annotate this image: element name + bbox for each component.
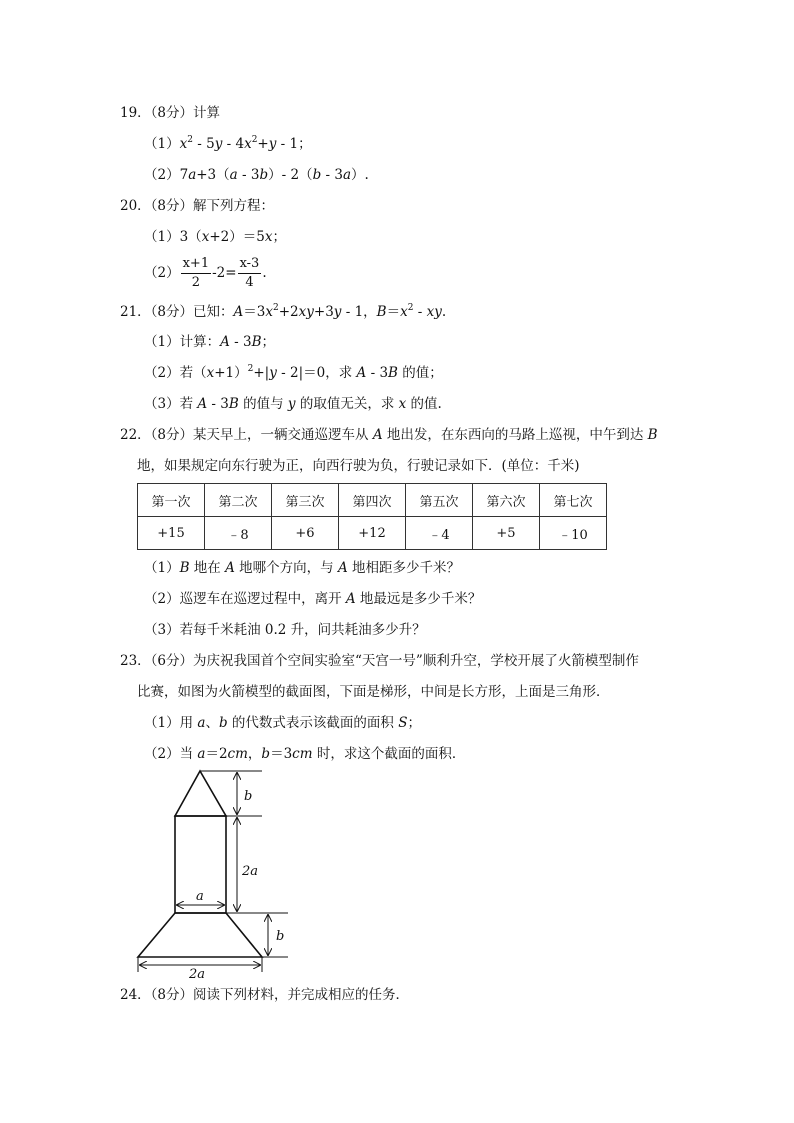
label-2a-rectangle: 2a (242, 864, 259, 879)
q21-part2: （2）若$(x+1)^2+|y - 2|=0$，求 A - 3B 的值； (144, 364, 443, 381)
q23-title-cont: 比赛，如图为火箭模型的截面图，下面是梯形，中间是长方形，上面是三角形． (137, 684, 610, 700)
table-cell: ﹣10 (540, 517, 607, 550)
q19-part1: $(1)x^2 - 5y - 4x^2+y - 1$； (144, 135, 312, 152)
table-cell: +15 (138, 517, 205, 550)
q21-title: 21．（8分）已知：$A=3x^2+2xy+3y - 1$，$B=x^2$ - xy. (120, 303, 447, 320)
table-header-cell: 第一次 (138, 484, 205, 517)
table-header-cell: 第二次 (205, 484, 272, 517)
label-b-trapezoid: b (276, 929, 285, 944)
label-b-triangle: b (244, 789, 253, 804)
q21-part3: （3）若 A - 3B 的值与 y 的取值无关，求 x 的值. (144, 396, 442, 412)
table-header-cell: 第六次 (473, 484, 540, 517)
q19-title: 19．（8分）计算 (120, 105, 221, 121)
fraction-1: $\frac{x+1}{2}$ (182, 256, 210, 290)
table-header-cell: 第五次 (406, 484, 473, 517)
label-a-top-base: a (196, 889, 204, 904)
q22-part3: （3）若每千米耗油 0.2 升，问共耗油多少升？ (144, 622, 426, 638)
trapezoid-bottom (138, 913, 262, 957)
q20-part1: （1）3（x+2）＝5x； (144, 229, 286, 245)
triangle-top (175, 771, 226, 816)
table-cell: +12 (339, 517, 406, 550)
table-cell: +5 (473, 517, 540, 550)
q19-part2: （2）7a+3（a - 3b）- 2（b - 3a）. (144, 167, 369, 183)
table-header-cell: 第四次 (339, 484, 406, 517)
q22-title-cont: 地，如果规定向东行驶为正，向西行驶为负，行驶记录如下．(单位：千米) (137, 458, 580, 474)
table-cell: ﹣8 (205, 517, 272, 550)
table-header-cell: 第七次 (540, 484, 607, 517)
q23-title: 23．（6分）为庆祝我国首个空间实验室“天宫一号”顺利升空，学校开展了火箭模型制作 (120, 653, 639, 669)
table-cell: ﹣4 (406, 517, 473, 550)
fraction-2: $\frac{x-3}{4}$ (239, 256, 260, 290)
q24-title: 24．（8分）阅读下列材料，并完成相应的任务． (120, 987, 410, 1003)
label-2a-bottom-base: 2a (189, 967, 206, 982)
table-cell: +6 (272, 517, 339, 550)
q20-title: 20．（8分）解下列方程： (120, 198, 275, 214)
q23-part1: （1）用 a、b 的代数式表示该截面的面积 S； (144, 715, 421, 731)
table-header-cell: 第三次 (272, 484, 339, 517)
q23-part2: （2）当 a＝2cm，b＝3cm 时，求这个截面的面积． (144, 746, 466, 762)
q22-part2: （2）巡逻车在巡逻过程中，离开 A 地最远是多少千米？ (144, 591, 482, 607)
q20-part2: （2） $\frac{x+1}{2}$ -2= $\frac{x-3}{4}$ . (144, 256, 267, 290)
q21-part1: （1）计算：A - 3B； (144, 334, 275, 350)
q22-title: 22．（8分）某天早上，一辆交通巡逻车从 A 地出发，在东西向的马路上巡视，中午到达 B (120, 427, 658, 443)
q22-part1: （1）B 地在 A 地哪个方向，与 A 地相距多少千米？ (144, 560, 460, 576)
